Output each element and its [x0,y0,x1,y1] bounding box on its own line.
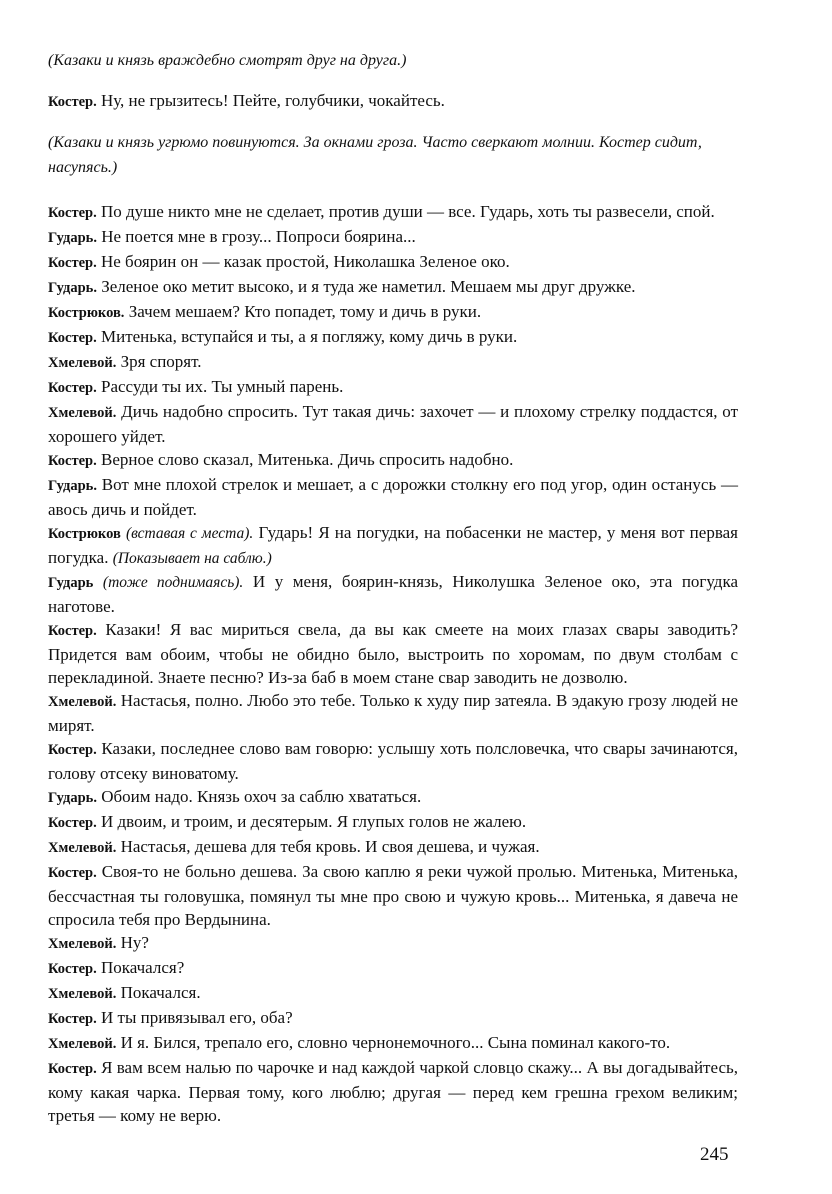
dialogue-line [48,448,738,473]
dialogue-line [48,225,738,250]
speaker-name: Костер. [48,330,97,346]
line-text: Верное слово сказал, Митенька. Дичь спросить надобно. [100,450,514,469]
play-text [48,48,738,1127]
inline-stage-direction: (вставая с места). [125,525,254,542]
dialogue-line [48,1056,738,1127]
speaker-name: Костер. [48,205,97,221]
speaker-name: Хмелевой. [48,986,117,1002]
inline-stage-direction: (тоже поднимаясь). [102,574,244,591]
dialogue-line [48,250,738,275]
dialogue-line [48,570,738,618]
speaker-name: Хмелевой. [48,840,117,856]
dialogue-line [48,375,738,400]
line-text: И я. Бился, трепало его, словно чернонемочного... Сына поминал какого-то. [120,1033,671,1052]
dialogue-line [48,1031,738,1056]
dialogue-line [48,300,738,325]
speaker-name: Гударь. [48,280,97,296]
line-text: Вот мне плохой стрелок и мешает, а с дорожки столкну его под угор, один останусь — авось дичь и пойдет. [48,475,738,519]
line-text: Обоим надо. Князь охоч за саблю хвататься. [101,787,422,806]
speaker-name: Гударь. [48,230,97,246]
line-text: Покачался? [100,958,185,977]
speaker-name: Костер. [48,865,97,881]
speaker-name: Хмелевой. [48,694,117,710]
dialogue-line [48,400,738,448]
line-text: Настасья, дешева для тебя кровь. И своя дешева, и чужая. [120,837,540,856]
speaker-name: Гударь. [48,478,97,494]
dialogue-line [48,473,738,521]
speaker-name: Костер. [48,255,97,271]
line-text: Митенька, вступайся и ты, а я погляжу, кому дичь в руки. [100,327,518,346]
line-text: И ты привязывал его, оба? [100,1008,293,1027]
speaker-name: Костер. [48,1011,97,1027]
line-text: Ну? [120,933,149,952]
line-text: Зря спорят. [120,352,202,371]
dialogue-line [48,810,738,835]
dialogue-line [48,89,738,114]
dialogue-line [48,956,738,981]
line-text: Зеленое око метит высоко, и я туда же наметил. Мешаем мы друг дружке. [101,277,636,296]
stage-direction: (Казаки и князь угрюмо повинуются. За окнами гроза. Часто сверкают молнии. Костер сидит, насупясь.) [48,134,702,176]
dialogue-line [48,860,738,931]
inline-stage-direction: (Показывает на саблю.) [112,550,272,567]
line-text: И у меня, боярин-князь, Николушка Зеленое око, эта погудка наготове. [48,572,739,616]
line-text: Я вам всем налью по чарочке и над каждой чаркой словцо скажу... А вы догадывайтесь, кому какая чарка. Первая тому, кого люблю; другая — перед кем грешна грехом великим; третья — кому не верю. [48,1058,739,1125]
speaker-name: Костер. [48,1061,97,1077]
dialogue-line [48,737,738,785]
dialogue-line [48,350,738,375]
line-text: Не боярин он — казак простой, Николашка Зеленое око. [100,252,510,271]
speaker-name: Гударь. [48,790,97,806]
dialogue-line [48,689,738,737]
dialogue-line [48,931,738,956]
speaker-name: Хмелевой. [48,405,117,421]
dialogue-line [48,325,738,350]
speaker-name: Костер. [48,815,97,831]
speaker-name: Костер. [48,623,97,639]
line-text: Гударь! Я на погудки, на побасенки не мастер, у меня вот первая погудка. [48,523,738,567]
dialogue-line [48,275,738,300]
dialogue-line [48,521,738,570]
speaker-name: Гударь [48,575,94,591]
line-text: Своя-то не больно дешева. За свою каплю я реки чужой пролью. Митенька, Митенька, бессчастная ты головушка, помянул ты мне про свою и чужую кровь... Митенька, я давеча не спросила тебя про Вердынина. [48,862,738,929]
dialogue-line [48,835,738,860]
speaker-name: Костер. [48,94,97,110]
speaker-name: Костер. [48,453,97,469]
line-text: Зачем мешаем? Кто попадет, тому и дичь в руки. [128,302,482,321]
line-text: Настасья, полно. Любо это тебе. Только к худу пир затеяла. В эдакую грозу людей не мирят. [48,691,739,735]
dialogue-line [48,1006,738,1031]
page-number: 245 [700,1144,729,1165]
line-text: И двоим, и троим, и десятерым. Я глупых голов не жалею. [100,812,527,831]
speaker-name: Хмелевой. [48,355,117,371]
speaker-name: Хмелевой. [48,1036,117,1052]
speaker-name: Хмелевой. [48,936,117,952]
line-text: По душе никто мне не сделает, против души — все. Гударь, хоть ты развесели, спой. [100,202,715,221]
dialogue-line [48,200,738,225]
line-text: Казаки, последнее слово вам говорю: услышу хоть полсловечка, что свары зачинаются, голову отсеку виноватому. [48,739,739,783]
line-text: Покачался. [120,983,201,1002]
line-text: Рассуди ты их. Ты умный парень. [100,377,344,396]
speaker-name: Кострюков [48,526,121,542]
stage-direction: (Казаки и князь враждебно смотрят друг на друга.) [48,52,407,69]
line-text: Ну, не грызитесь! Пейте, голубчики, чокайтесь. [100,91,445,110]
dialogue-line [48,785,738,810]
line-text: Дичь надобно спросить. Тут такая дичь: захочет — и плохому стрелку поддастся, от хорошего уйдет. [48,402,739,446]
line-text: Казаки! Я вас мириться свела, да вы как смеете на моих глазах свары заводить? Придется вам обоим, чтобы не обидно было, выстроить по хоромам, по двум столбам с перекладиной. Знаете песню? Из-за баб в моем стане свар заводить не дозволю. [48,620,739,687]
line-text: Не поется мне в грозу... Попроси боярина... [101,227,416,246]
speaker-name: Костер. [48,380,97,396]
dialogue-line [48,981,738,1006]
speaker-name: Кострюков. [48,305,125,321]
speaker-name: Костер. [48,742,97,758]
speaker-name: Костер. [48,961,97,977]
dialogue-line [48,618,738,689]
